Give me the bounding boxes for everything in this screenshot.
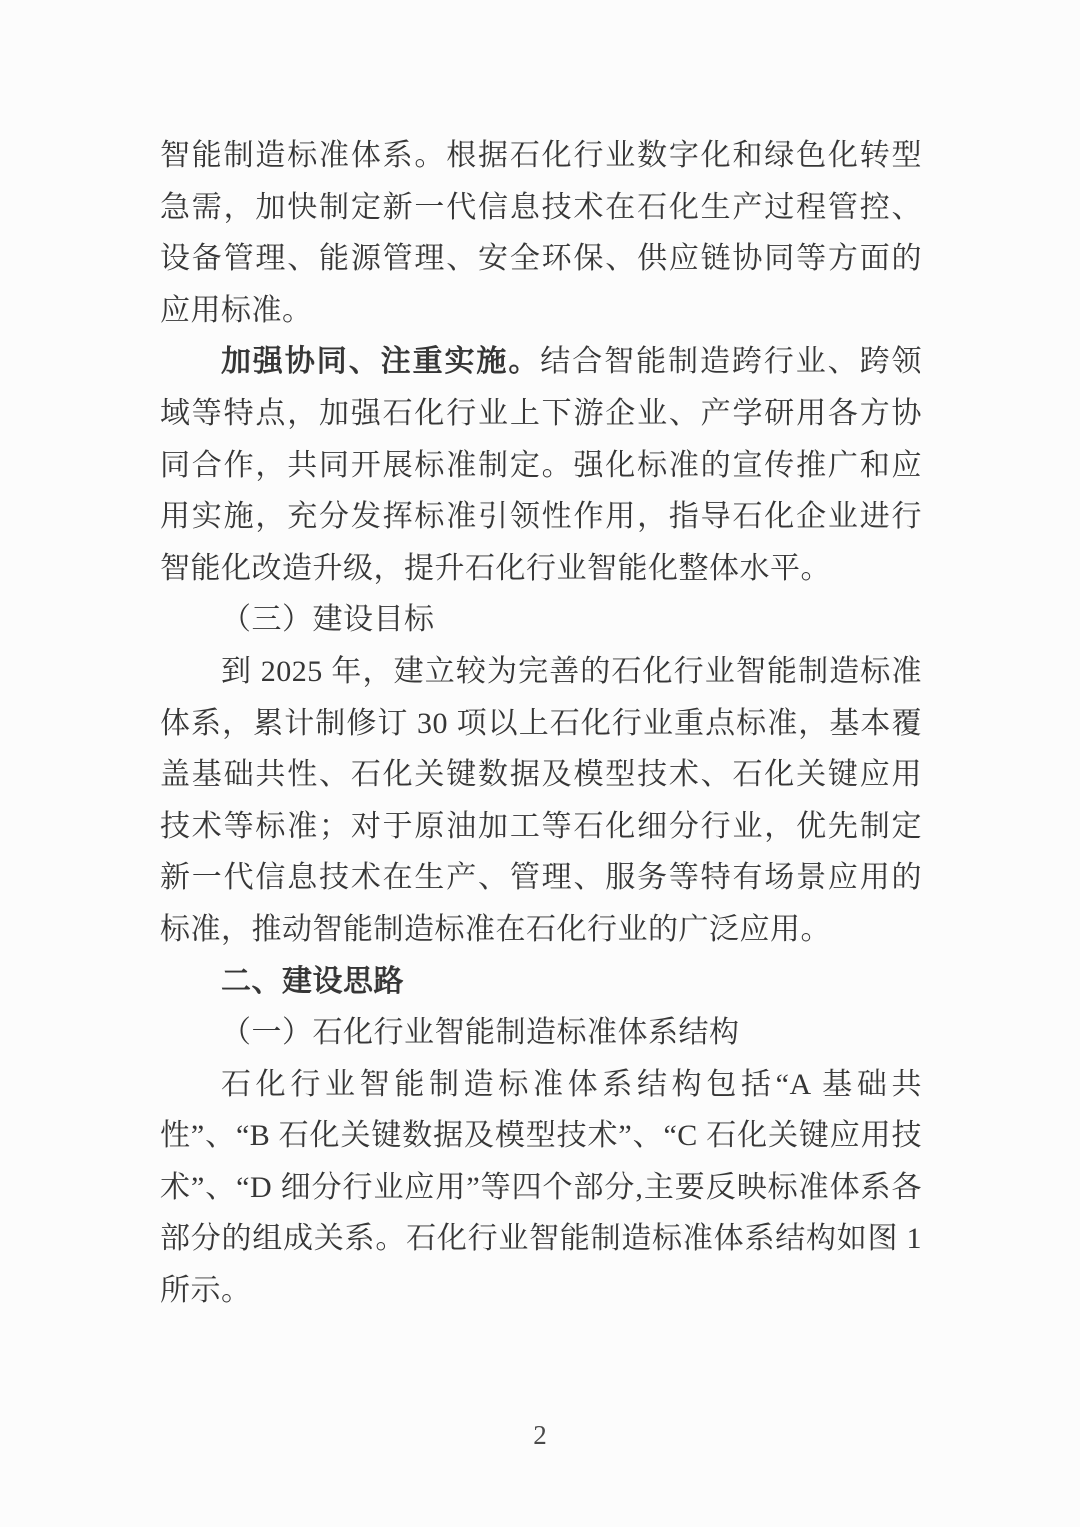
heading-system-structure: （一）石化行业智能制造标准体系结构	[221, 1016, 740, 1050]
para-strengthen-coordination	[160, 336, 922, 594]
para-continued-from-previous-page: 智能制造标准体系。根据石化行业数字化和绿色化转型急需，加快制定新一代信息技术在石化生产过程管控、设备管理、能源管理、安全环保、供应链协同等方面的应用标准。	[160, 139, 922, 327]
page-number: 2	[533, 1420, 547, 1450]
para-system-structure: 石化行业智能制造标准体系结构包括“A 基础共性”、“B 石化关键数据及模型技术”、“C 石化关键应用技术”、“D 细分行业应用”等四个部分,主要反映标准体系各部分的组成关系。石化行业智能制造标准体系结构如图 1 所示。	[160, 1067, 922, 1308]
para-lead-bold: 加强协同、注重实施。	[221, 345, 541, 379]
heading-construction-goals: （三）建设目标	[221, 603, 435, 637]
para-text: 结合智能制造跨行业、跨领域等特点，加强石化行业上下游企业、产学研用各方协同合作，共同开展标准制定。强化标准的宣传推广和应用实施，充分发挥标准引领性作用，指导石化企业进行智能化改造升级，提升石化行业智能化整体水平。	[160, 345, 923, 585]
document-body	[160, 130, 922, 1317]
heading-construction-approach: 二、建设思路	[221, 964, 404, 998]
para-2025-goals: 到 2025 年，建立较为完善的石化行业智能制造标准体系，累计制修订 30 项以上石化行业重点标准，基本覆盖基础共性、石化关键数据及模型技术、石化关键应用技术等标准；对于原油加工等石化细分行业，优先制定新一代信息技术在生产、管理、服务等特有场景应用的标准，推动智能制造标准在石化行业的广泛应用。	[160, 654, 922, 946]
